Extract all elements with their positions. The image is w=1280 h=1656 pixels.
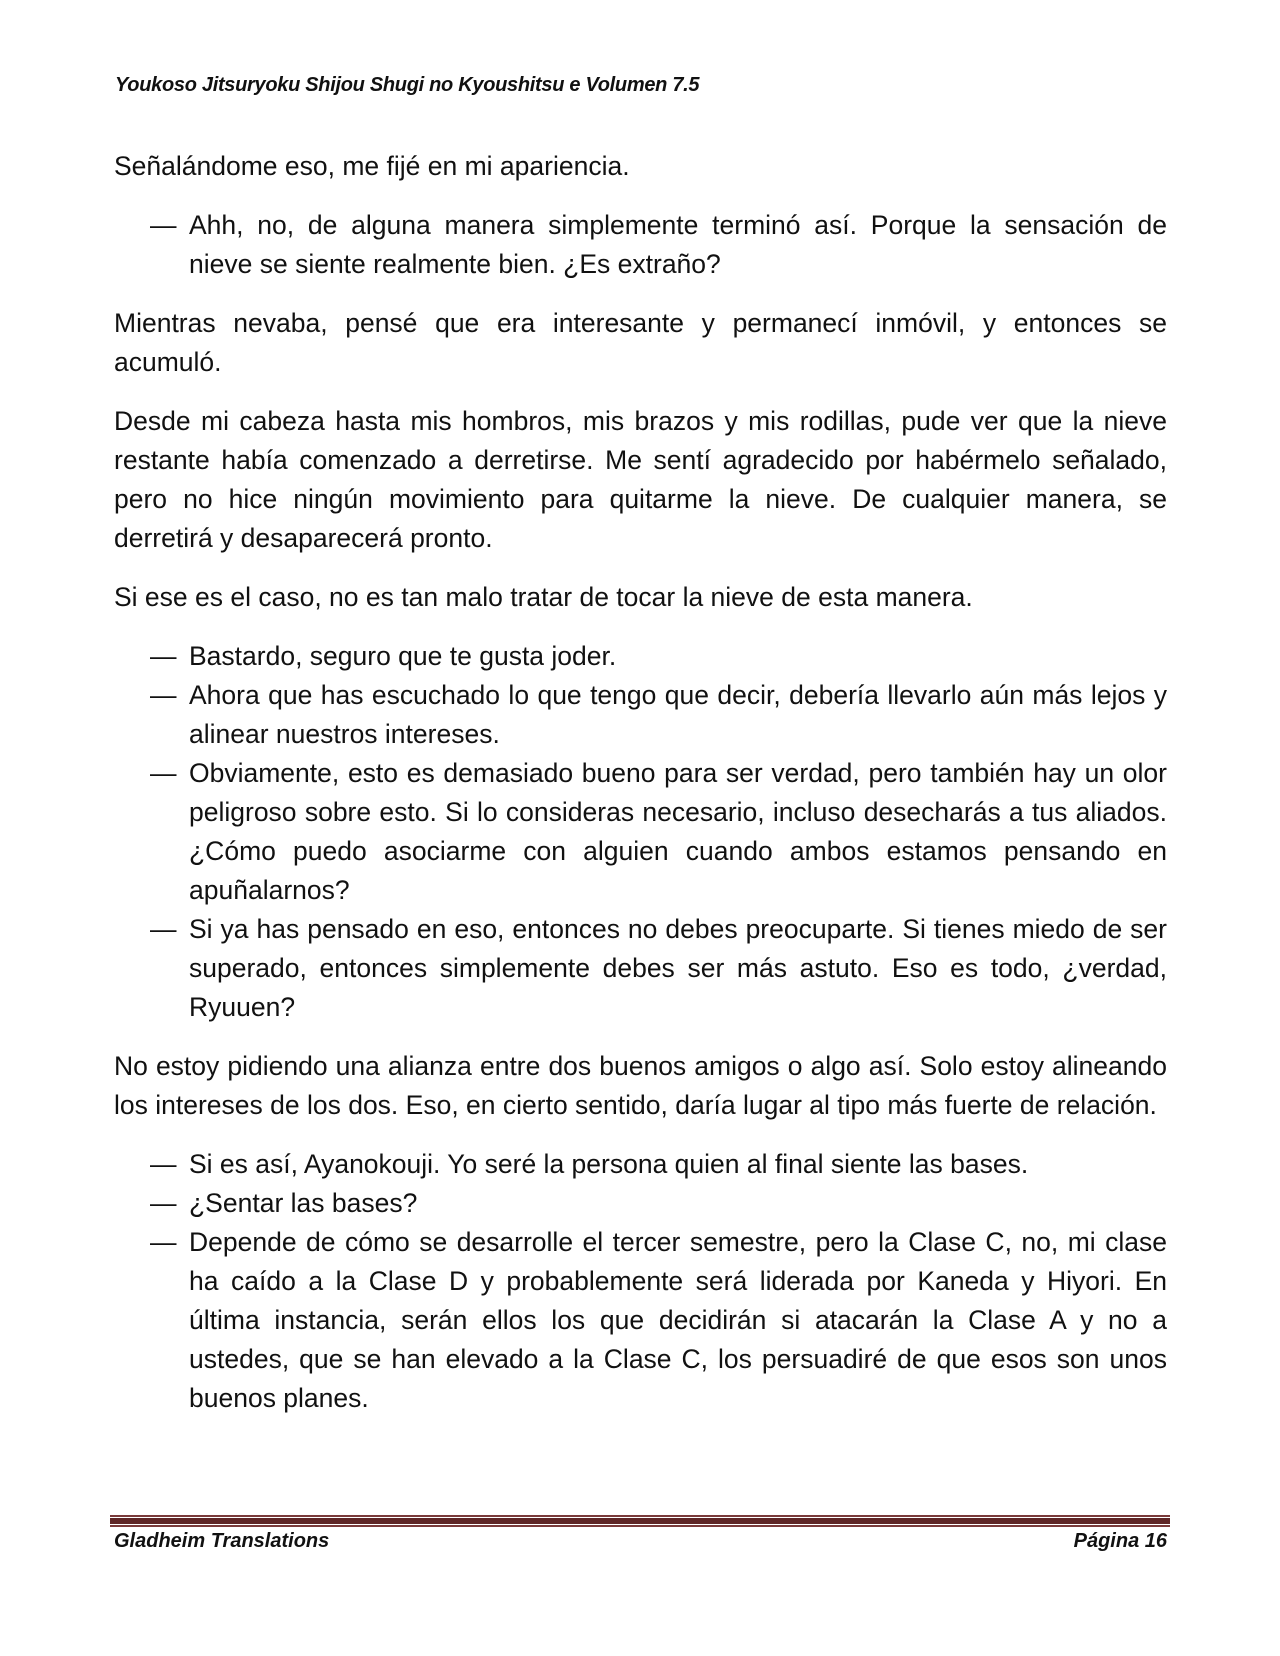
em-dash: —	[150, 680, 177, 710]
paragraph: Si ese es el caso, no es tan malo tratar de tocar la nieve de esta manera.	[114, 582, 973, 612]
paragraph: Señalándome eso, me fijé en mi apariencia.	[114, 151, 630, 181]
dialogue-line	[114, 1145, 1167, 1184]
dialogue-text: Bastardo, seguro que te gusta joder.	[189, 641, 617, 671]
paragraph: Desde mi cabeza hasta mis hombros, mis brazos y mis rodillas, pude ver que la nieve restante había comenzado a derretirse. Me sentí agradecido por habérmelo señalado, pero no hice ningún movimiento para quitarme la nieve. De cualquier manera, se derretirá y desaparecerá pronto.	[114, 406, 1167, 553]
em-dash: —	[150, 1227, 177, 1257]
dialogue-text: Ahora que has escuchado lo que tengo que decir, debería llevarlo aún más lejos y alinear nuestros intereses.	[189, 680, 1167, 749]
em-dash: —	[150, 914, 177, 944]
dialogue-text: ¿Sentar las bases?	[189, 1188, 418, 1218]
dialogue-line	[114, 637, 1167, 676]
page-body	[114, 147, 1167, 1438]
dialogue-line	[114, 1184, 1167, 1223]
em-dash: —	[150, 1188, 177, 1218]
em-dash: —	[150, 758, 177, 788]
em-dash: —	[150, 1149, 177, 1179]
em-dash: —	[150, 210, 177, 240]
dialogue-text: Obviamente, esto es demasiado bueno para ser verdad, pero también hay un olor peligroso sobre esto. Si lo consideras necesario, incluso desecharás a tus aliados. ¿Cómo puedo asociarme con alguien cuando ambos estamos pensando en apuñalarnos?	[189, 758, 1167, 905]
footer-rule	[110, 1515, 1170, 1527]
paragraph: Mientras nevaba, pensé que era interesante y permanecí inmóvil, y entonces se acumuló.	[114, 308, 1167, 377]
dialogue-text: Depende de cómo se desarrolle el tercer semestre, pero la Clase C, no, mi clase ha caído a la Clase D y probablemente será liderada por Kaneda y Hiyori. En última instancia, serán ellos los que decidirán si atacarán la Clase A y no a ustedes, que se han elevado a la Clase C, los persuadiré de que esos son unos buenos planes.	[189, 1227, 1167, 1413]
em-dash: —	[150, 641, 177, 671]
dialogue-line	[114, 1223, 1167, 1418]
dialogue-line	[114, 206, 1167, 284]
dialogue-line	[114, 676, 1167, 754]
dialogue-group	[114, 1145, 1167, 1418]
dialogue-text: Si es así, Ayanokouji. Yo seré la persona quien al final siente las bases.	[189, 1149, 1029, 1179]
dialogue-line	[114, 910, 1167, 1027]
running-header: Youkoso Jitsuryoku Shijou Shugi no Kyoushitsu e Volumen 7.5	[115, 74, 700, 96]
page-number: Página 16	[1073, 1530, 1167, 1552]
footer-publisher: Gladheim Translations	[114, 1530, 330, 1552]
dialogue-text: Si ya has pensado en eso, entonces no debes preocuparte. Si tienes miedo de ser superado, entonces simplemente debes ser más astuto. Eso es todo, ¿verdad, Ryuuen?	[189, 914, 1167, 1022]
dialogue-group	[114, 206, 1167, 284]
dialogue-line	[114, 754, 1167, 910]
paragraph: No estoy pidiendo una alianza entre dos buenos amigos o algo así. Solo estoy alineando los intereses de los dos. Eso, en cierto sentido, daría lugar al tipo más fuerte de relación.	[114, 1051, 1167, 1120]
dialogue-group	[114, 637, 1167, 1027]
dialogue-text: Ahh, no, de alguna manera simplemente terminó así. Porque la sensación de nieve se siente realmente bien. ¿Es extraño?	[189, 210, 1167, 279]
